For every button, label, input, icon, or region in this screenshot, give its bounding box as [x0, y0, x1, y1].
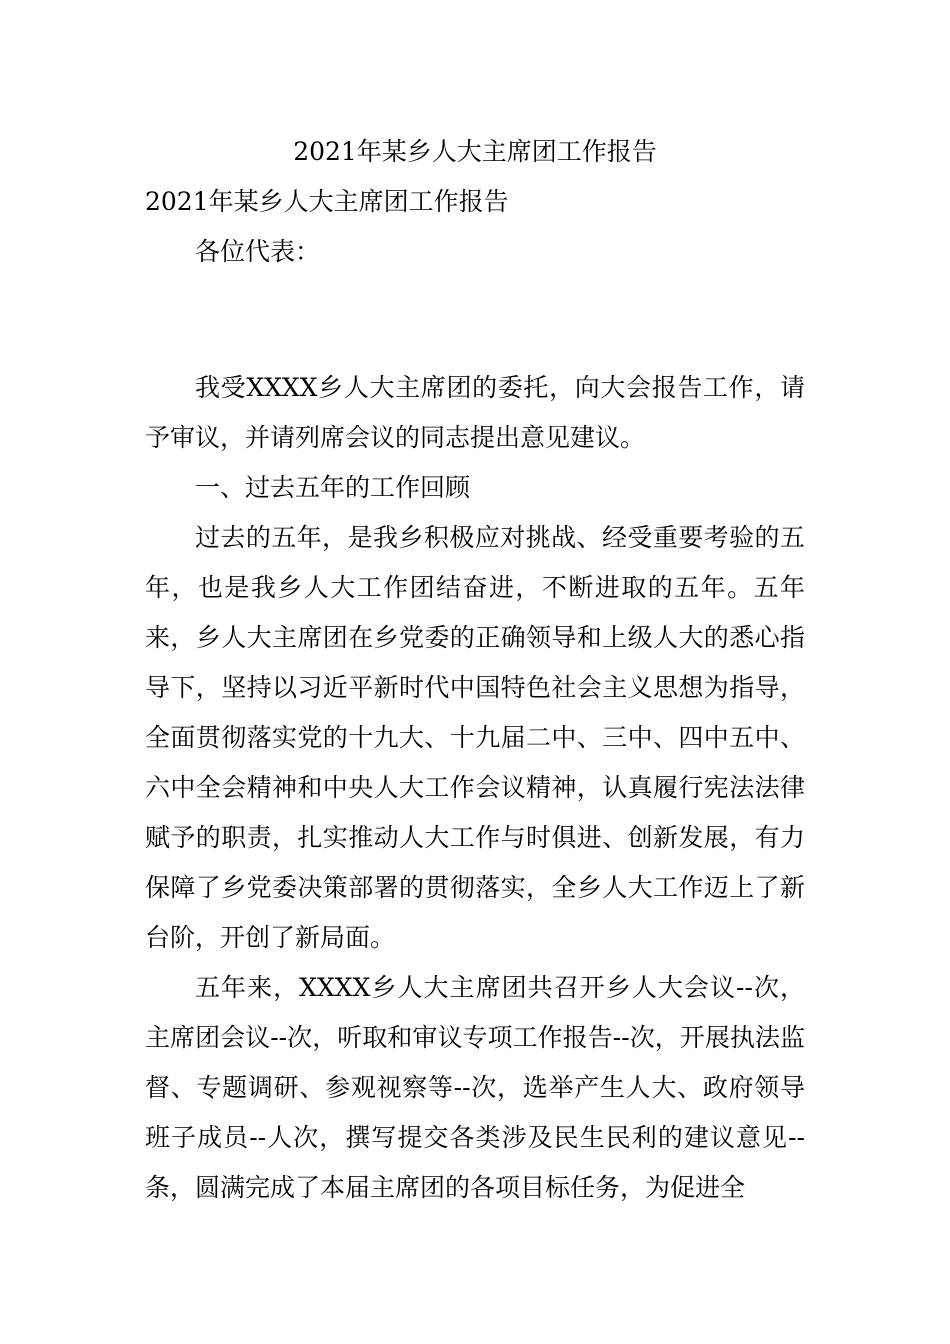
- document-subtitle: 2021年某乡人大主席团工作报告: [145, 187, 509, 216]
- paragraph-statistics: 五年来，XXXX乡人大主席团共召开乡人大会议--次，主席团会议--次，听取和审议专项工作报告--次，开展执法监督、专题调研、参观视察等--次，选举产生人大、政府领导班子成员--人次，撰写提交各类涉及民生民利的建议意见--条，圆满完成了本届主席团的各项目标任务，为促进全: [145, 973, 805, 1202]
- document-title: 2021年某乡人大主席团工作报告: [293, 137, 657, 166]
- paragraph-intro: 我受XXXX乡人大主席团的委托，向大会报告工作，请予审议，并请列席会议的同志提出意见建议。: [145, 373, 805, 452]
- section-heading: 一、过去五年的工作回顾: [195, 473, 471, 502]
- document-body: [145, 127, 805, 1213]
- salutation: 各位代表：: [195, 237, 321, 266]
- blank-space: [145, 277, 805, 363]
- paragraph-review: 过去的五年，是我乡积极应对挑战、经受重要考验的五年，也是我乡人大工作团结奋进，不断进取的五年。五年来，乡人大主席团在乡党委的正确领导和上级人大的悉心指导下，坚持以习近平新时代中国特色社会主义思想为指导，全面贯彻落实党的十九大、十九届二中、三中、四中五中、六中全会精神和中央人大工作会议精神，认真履行宪法法律赋予的职责，扎实推动人大工作与时俱进、创新发展，有力保障了乡党委决策部署的贯彻落实，全乡人大工作迈上了新台阶，开创了新局面。: [145, 523, 805, 952]
